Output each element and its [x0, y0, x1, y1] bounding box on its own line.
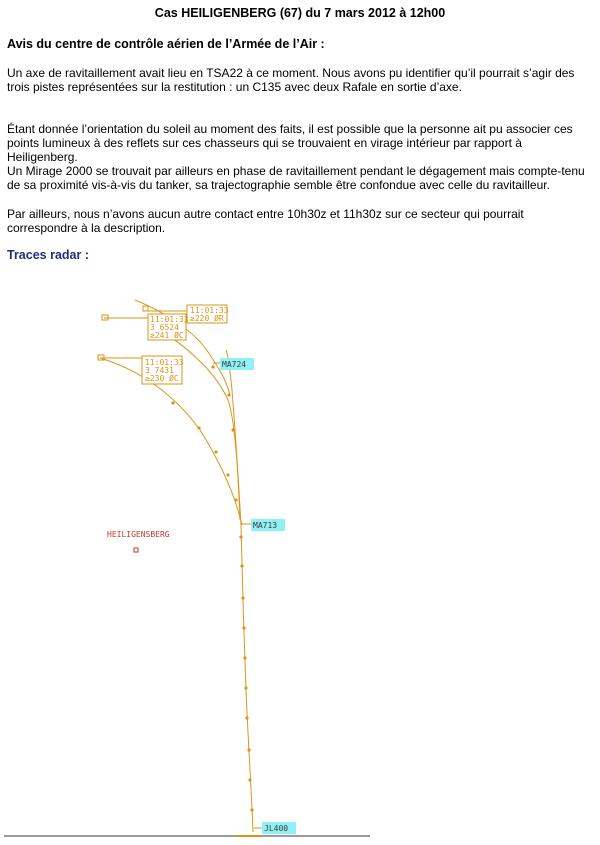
document-title: Cas HEILIGENBERG (67) du 7 mars 2012 à 12h00 — [154, 6, 446, 20]
info-box-3-speed: ≥230 ØC — [145, 374, 179, 383]
track-dot — [242, 626, 245, 629]
info-box-3 — [142, 356, 184, 384]
radar-trace-image — [0, 270, 600, 845]
info-box-1-time: 11:01:33 — [190, 306, 229, 315]
callsign-jl400: JL400 — [264, 824, 289, 833]
track-dot — [240, 564, 243, 567]
aircraft-symbol-3 — [143, 306, 148, 311]
track-dot — [245, 716, 248, 719]
track-dot — [226, 473, 229, 476]
info-box-3-time: 11:01:33 — [145, 358, 184, 367]
track-dot — [214, 450, 217, 453]
paragraph-mirage-text: Un Mirage 2000 se trouvait par ailleurs en phase de ravitaillement pendant le dégagement mais compte-tenu de sa proximité vis-à-vis du tanker, sa trajectographie semble être confondue avec celle du ravitailleur. — [7, 164, 585, 192]
info-box-3-level: 3 7431 — [145, 366, 174, 375]
track-dot — [247, 748, 250, 751]
track-dot — [248, 778, 251, 781]
info-box-2-speed: ≥241 ØC — [150, 331, 184, 340]
callsign-ma724: MA724 — [222, 360, 247, 369]
callsign-label-middle — [242, 519, 285, 531]
info-box-2-time: 11:01:33 — [150, 315, 189, 324]
info-box-1-level: ≥220 ØR — [190, 314, 224, 323]
track-dot — [231, 428, 234, 431]
track-dot — [239, 535, 242, 538]
track-dot — [171, 401, 174, 404]
track-dot — [244, 686, 247, 689]
paragraph-refuelling-axis: Un axe de ravitaillement avait lieu en TSA22 à ce moment. Nous avons pu identifier qu’il pourrait s’agir des trois pistes représentées sur la restitution : un C135 avec deux Rafale en sortie d’axe. — [7, 66, 575, 94]
paragraph-no-other-contact: Par ailleurs, nous n’avons aucun autre contact entre 10h30z et 11h30z sur ce secteur qui pourrait correspondre à la description. — [7, 207, 524, 235]
callsign-label-bottom — [254, 822, 296, 834]
town-label-heiligenberg: HEILIGENSBERG — [107, 530, 170, 539]
paragraph-sun-orientation — [7, 122, 593, 192]
track-dots — [171, 365, 253, 811]
radar-heading: Traces radar : — [7, 248, 89, 262]
track-dot — [234, 498, 237, 501]
tanker-track — [226, 350, 253, 832]
info-box-2 — [148, 314, 189, 340]
callsign-label-top — [213, 358, 254, 370]
track-dot — [227, 393, 230, 396]
track-dot — [250, 808, 253, 811]
callsign-ma713: MA713 — [253, 521, 278, 530]
town-marker — [134, 548, 138, 552]
section-heading: Avis du centre de contrôle aérien de l’Armée de l’Air : — [7, 37, 325, 51]
track-dot — [241, 596, 244, 599]
track-dot — [243, 656, 246, 659]
info-box-2-level: 3 6524 — [150, 323, 179, 332]
paragraph-sun-text: Étant donnée l’orientation du soleil au moment des faits, il est possible que la personne ait pu associer ces points lumineux à des reflets sur ces chasseurs qui se trouvaient en virage intérieur par rapport à Heiligenberg. — [7, 122, 573, 164]
track-dot — [197, 426, 200, 429]
track-dot — [211, 365, 214, 368]
